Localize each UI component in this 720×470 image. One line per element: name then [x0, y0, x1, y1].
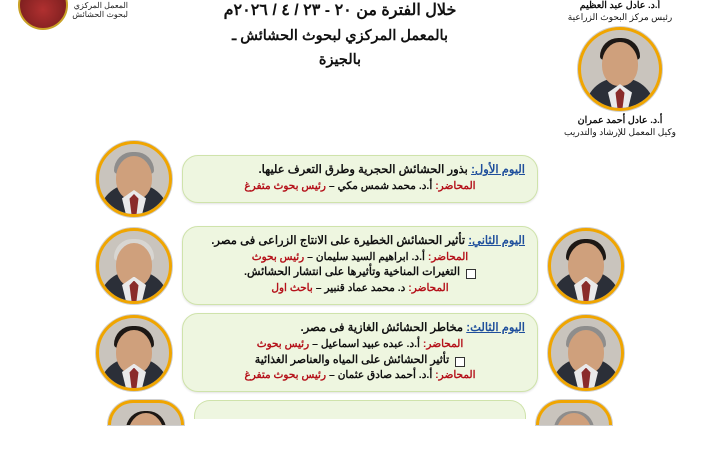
- official-top-role: رئيس مركز البحوث الزراعية: [567, 11, 673, 22]
- title-place-line1: بالمعمل المركزي لبحوث الحشائش ـ: [231, 27, 449, 44]
- day-card-1: [182, 155, 538, 202]
- list-item-partial: [0, 400, 720, 425]
- avatar-slot-left-3: [538, 315, 634, 391]
- lecturer2-line-3: [195, 368, 525, 384]
- day-label-2: اليوم الثاني:: [468, 235, 525, 247]
- lecturer-line-3: [195, 337, 525, 353]
- lecturer-name-2: أ.د. ابراهيم السيد سليمان –: [307, 250, 425, 263]
- lecturer-name-1: أ.د. محمد شمس مكي –: [328, 179, 433, 192]
- lecturer-prefix-1: المحاضر:: [435, 179, 476, 192]
- avatar: [536, 400, 612, 425]
- list-item: [0, 313, 720, 392]
- subtopic-2: [195, 265, 525, 281]
- day-title-1: [195, 162, 525, 179]
- lecturer-rank-1: رئيس بحوث متفرغ: [244, 179, 326, 192]
- official-top-name: أ.د. عادل عبد العظيم: [579, 0, 661, 11]
- day-topic-3: مخاطر الحشائش الغازية فى مصر.: [300, 322, 464, 335]
- day-card-3: [182, 313, 538, 392]
- official-block: [520, 0, 720, 138]
- avatar: [578, 27, 662, 111]
- lecturer-prefix-2: المحاضر:: [427, 250, 469, 263]
- subtopic-text-2: التغيرات المناخية وتأثيرها على انتشار الحشائش.: [244, 266, 460, 279]
- lecturer2-name-2: د. محمد عماد قنبير –: [315, 282, 406, 295]
- day-topic-1: بذور الحشائش الحجرية وطرق التعرف عليها.: [258, 164, 468, 177]
- day-title-2: [195, 233, 525, 250]
- avatar: [548, 315, 624, 391]
- day-card-4-partial: [194, 400, 526, 419]
- avatar-slot-right-2: [86, 228, 182, 304]
- day-card-2: [182, 226, 538, 305]
- day-topic-2: تأثير الحشائش الخطيرة على الانتاج الزراعى فى مصر.: [211, 235, 466, 247]
- lecturer-prefix-3: المحاضر:: [422, 337, 464, 350]
- lecturer2-line-2: [195, 281, 525, 297]
- day-label-1: اليوم الأول:: [471, 164, 525, 177]
- lecturer-rank-3: رئيس بحوث: [256, 337, 310, 350]
- title-block: [150, 0, 530, 70]
- avatar: [96, 228, 172, 304]
- subtopic-text-3: تأثير الحشائش على المياه والعناصر الغذائية: [254, 353, 450, 366]
- lecturer-name-3: أ.د. عبده عبيد اسماعيل –: [312, 337, 420, 350]
- title-period: خلال الفترة من ٢٠ - ٢٣ / ٤ / ٢٠٢٦م: [223, 2, 457, 19]
- bullet-square-icon: [455, 357, 465, 367]
- institute-seal-icon: [18, 0, 68, 30]
- lecturer-rank-2: رئيس بحوث: [251, 250, 305, 263]
- avatar-slot-right-4: [98, 400, 194, 425]
- bullet-square-icon: [466, 269, 476, 279]
- list-item: [0, 226, 720, 305]
- avatar: [548, 228, 624, 304]
- avatar-slot-left-2: [538, 228, 634, 304]
- day-label-3: اليوم الثالث:: [466, 322, 525, 335]
- avatar-face-icon: [602, 42, 638, 86]
- subtopic-3: [195, 353, 525, 369]
- avatar: [96, 315, 172, 391]
- avatar-slot-right-3: [86, 315, 182, 391]
- avatar: [108, 400, 184, 425]
- avatar-slot-right-1: [86, 141, 182, 217]
- header-strip: [0, 0, 720, 137]
- title-place-line2: بالجيزة: [318, 51, 362, 68]
- lecturer2-rank-2: باحث اول: [271, 282, 313, 295]
- lecturer2-prefix-2: المحاضر:: [408, 282, 449, 295]
- avatar-slot-left-4: [526, 400, 622, 425]
- lecturer-line-1: [195, 179, 525, 195]
- avatar: [96, 141, 172, 217]
- corner-logo: [0, 0, 130, 30]
- lecturer2-name-3: أ.د. أحمد صادق عثمان –: [328, 369, 433, 382]
- lecturer2-rank-3: رئيس بحوث متفرغ: [244, 369, 327, 382]
- lecturer-line-2: [195, 250, 525, 266]
- official-main-name: أ.د. عادل أحمد عمران: [577, 115, 663, 127]
- corner-logo-caption: المعمل المركزي لبحوث الحشائش: [72, 1, 128, 19]
- lecturer2-prefix-3: المحاضر:: [435, 369, 476, 382]
- list-item: [0, 140, 720, 218]
- days-list: [0, 140, 720, 425]
- day-title-3: [195, 320, 525, 337]
- official-main-role: وكيل المعمل للإرشاد والتدريب: [564, 127, 676, 137]
